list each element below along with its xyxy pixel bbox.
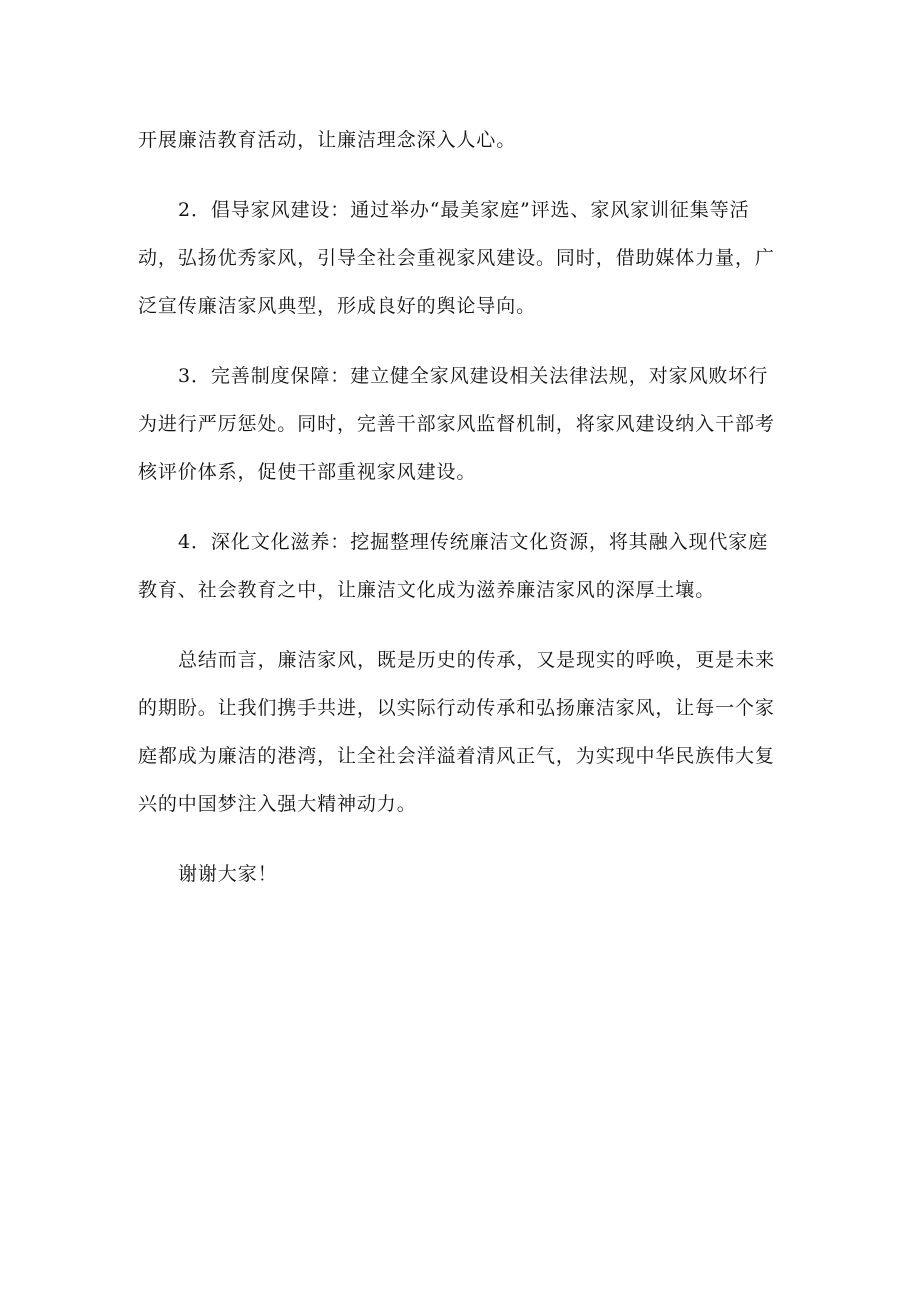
closing-line: 谢谢大家！ (178, 863, 278, 885)
text-line: 开展廉洁教育活动，让廉洁理念深入人心。 (138, 129, 517, 151)
text-line: 的期盼。让我们携手共进，以实际行动传承和弘扬廉洁家风，让每一个家 (138, 697, 775, 719)
text-line: 2．倡导家风建设：通过举办“最美家庭”评选、家风家训征集等活 (178, 199, 750, 221)
text-line: 为进行严厉惩处。同时，完善干部家风监督机制，将家风建设纳入干部考 (138, 413, 775, 435)
text-line: 核评价体系，促使干部重视家风建设。 (138, 461, 477, 483)
text-line: 教育、社会教育之中，让廉洁文化成为滋养廉洁家风的深厚土壤。 (138, 579, 716, 601)
text-line: 兴的中国梦注入强大精神动力。 (138, 793, 417, 815)
text-line: 动，弘扬优秀家风，引导全社会重视家风建设。同时，借助媒体力量，广 (138, 247, 775, 269)
text-line: 总结而言，廉洁家风，既是历史的传承，又是现实的呼唤，更是未来 (178, 649, 776, 671)
text-line: 泛宣传廉洁家风典型，形成良好的舆论导向。 (138, 295, 537, 317)
text-line: 庭都成为廉洁的港湾，让全社会洋溢着清风正气，为实现中华民族伟大复 (138, 745, 775, 767)
text-line: 3．完善制度保障：建立健全家风建设相关法律法规，对家风败坏行 (178, 365, 769, 387)
text-line: 4．深化文化滋养：挖掘整理传统廉洁文化资源，将其融入现代家庭 (178, 531, 769, 553)
